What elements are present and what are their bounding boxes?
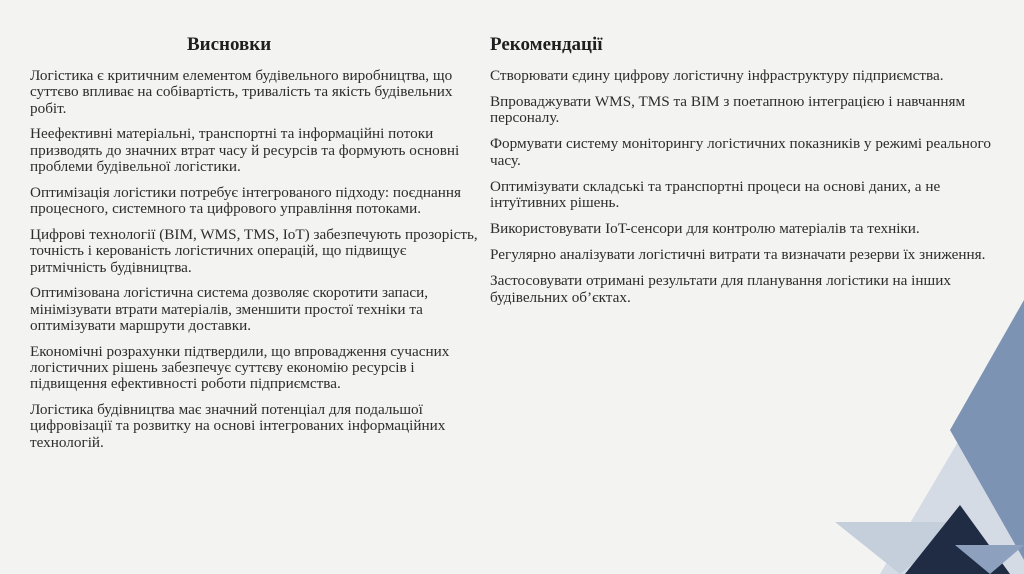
recommendation-item: Використовувати IoT-сенсори для контролю матеріалів та техніки. <box>490 220 920 238</box>
conclusion-item: Економічні розрахунки підтвердили, що впровадження сучасних логістичних рішень забезпечує суттєву економію ресурсів і підвищення ефективності роботи підприємства. <box>30 342 450 393</box>
recommendation-item: Формувати систему моніторингу логістичних показників у режимі реального часу. <box>490 135 991 169</box>
conclusions-list <box>30 68 485 460</box>
conclusion-item: Логістика є критичним елементом будівельного виробництва, що суттєво впливає на собівартість, тривалість та якість будівельних робіт. <box>30 67 453 117</box>
recommendation-item: Регулярно аналізувати логістичні витрати та визначати резерви їх зниження. <box>490 246 986 264</box>
recommendation-item: Створювати єдину цифрову логістичну інфраструктуру підприємства. <box>490 67 944 84</box>
recommendations-heading: Рекомендації <box>490 34 603 55</box>
conclusion-item: Неефективні матеріальні, транспортні та інформаційні потоки призводять до значних втрат часу й ресурсів та формують основні проблеми будівельної логістики. <box>30 125 460 176</box>
conclusion-item: Цифрові технології (BIM, WMS, TMS, IoT) забезпечують прозорість, точність і керованість логістичних операцій, що підвищує ритмічність будівництва. <box>30 225 478 276</box>
recommendation-item: Оптимізувати складські та транспортні процеси на основі даних, а не інтуїтивних рішень. <box>490 177 941 212</box>
recommendation-item: Впроваджувати WMS, TMS та BIM з поетапною інтеграцією і навчанням персоналу. <box>490 93 966 127</box>
conclusions-heading: Висновки <box>187 34 272 55</box>
conclusion-item: Оптимізована логістична система дозволяє скоротити запаси, мінімізувати втрати матеріалів, зменшити простої техніки та оптимізувати маршрути доставки. <box>30 284 429 335</box>
recommendations-list <box>490 68 1010 316</box>
recommendation-item: Застосовувати отримані результати для планування логістики на інших будівельних об’єктах. <box>490 272 951 306</box>
conclusion-item: Оптимізація логістики потребує інтегрованого підходу: поєднання процесного, системного та цифрового управління потоками. <box>30 183 462 218</box>
conclusion-item: Логістика будівництва має значний потенціал для подальшої цифровізації та розвитку на основі інтегрованих інформаційних технологій. <box>30 401 446 451</box>
